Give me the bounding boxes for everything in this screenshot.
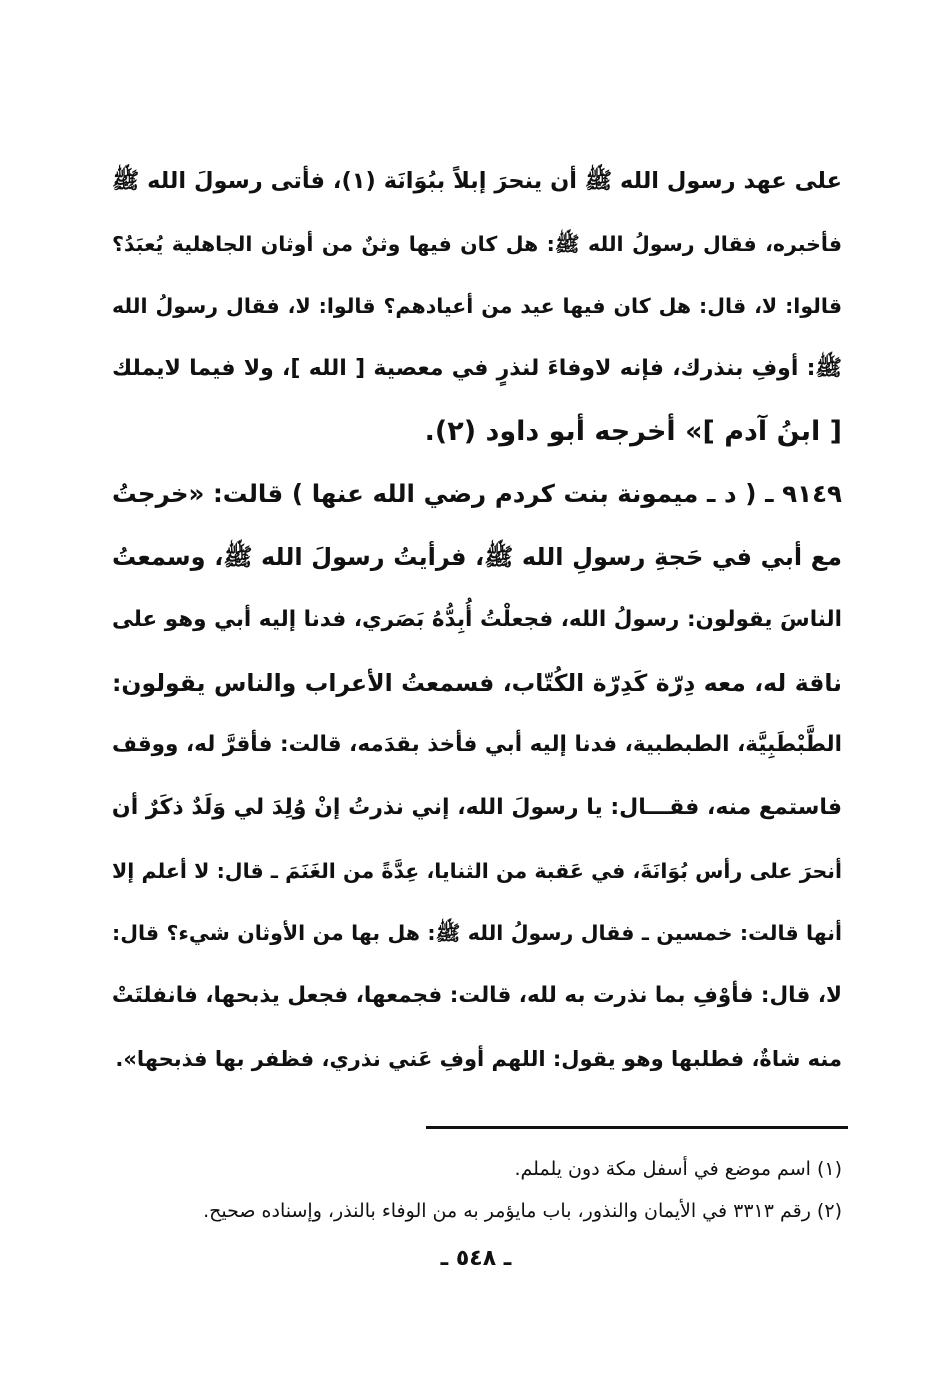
hadith-heading-line: ٩١٤٩ ـ ( د ـ ميمونة بنت كردم رضي الله عنها ) قالت: «خرجتُ	[112, 479, 842, 509]
text-line: فاستمع منه، فقـــال: يا رسولَ الله، إني نذرتُ إنْ وُلِدَ لي وَلَدٌ ذكَرٌ أن	[112, 794, 842, 820]
text-line: فأخبره، فقال رسولُ الله ﷺ: هل كان فيها وثنٌ من أوثان الجاهلية يُعبَدُ؟	[112, 231, 842, 256]
footnote-divider	[426, 1126, 848, 1129]
footnote-2: (٢) رقم ٣٣١٣ في الأيمان والنذور، باب مايؤمر به من الوفاء بالنذر، وإسناده صحيح.	[203, 1200, 842, 1222]
text-line: على عهد رسول الله ﷺ أن ينحرَ إبلاً ببُوَانَة (١)، فأتى رسولَ الله ﷺ	[112, 168, 842, 194]
text-line: الناسَ يقولون: رسولُ الله، فجعلْتُ أُبِدُّهُ بَصَري، فدنا إليه أبي وهو على	[112, 606, 842, 632]
text-line: أنها قالت: خمسين ـ فقال رسولُ الله ﷺ: هل بها من الأوثان شيء؟ قال:	[112, 921, 842, 946]
footnotes	[112, 1148, 842, 1232]
text-line: قالوا: لا، قال: هل كان فيها عيد من أعيادهم؟ قالوا: لا، فقال رسولُ الله	[112, 294, 842, 319]
text-line: ﷺ: أوفِ بنذرك، فإنه لاوفاءَ لنذرٍ في معصية [ الله ]، ولا فيما لايملك	[112, 356, 842, 382]
text-line: [ ابنُ آدم ]» أخرجه أبو داود (٢).	[424, 415, 842, 447]
main-text	[112, 150, 842, 1090]
text-line: الطَّبْطَبِيَّة، الطبطبية، فدنا إليه أبي فأخذ بقدَمه، قالت: فأقرَّ له، ووقف	[112, 732, 842, 758]
text-line: مع أبي في حَجةِ رسولِ الله ﷺ، فرأيتُ رسولَ الله ﷺ، وسمعتُ	[112, 543, 842, 572]
text-line: منه شاةٌ، فطلبها وهو يقول: اللهم أوفِ عَني نذري، فظفر بها فذبحها».	[115, 1046, 842, 1071]
text-line: لا، قال: فأوْفِ بما نذرت به لله، قالت: فجمعها، فجعل يذبحها، فانفلتَتْ	[112, 982, 842, 1008]
text-line: أنحرَ على رأس بُوَانَةَ، في عَقبة من الثنايا، عِدَّةً من الغَنَمَ ـ قال: لا أعلم إلا	[112, 858, 842, 883]
footnote-1: (١) اسم موضع في أسفل مكة دون يلملم.	[514, 1158, 842, 1180]
page-number: ـ ٥٤٨ ـ	[440, 1246, 512, 1271]
text-line: ناقة له، معه دِرّة كَدِرّة الكُتّاب، فسمعتُ الأعراب والناس يقولون:	[112, 668, 842, 697]
